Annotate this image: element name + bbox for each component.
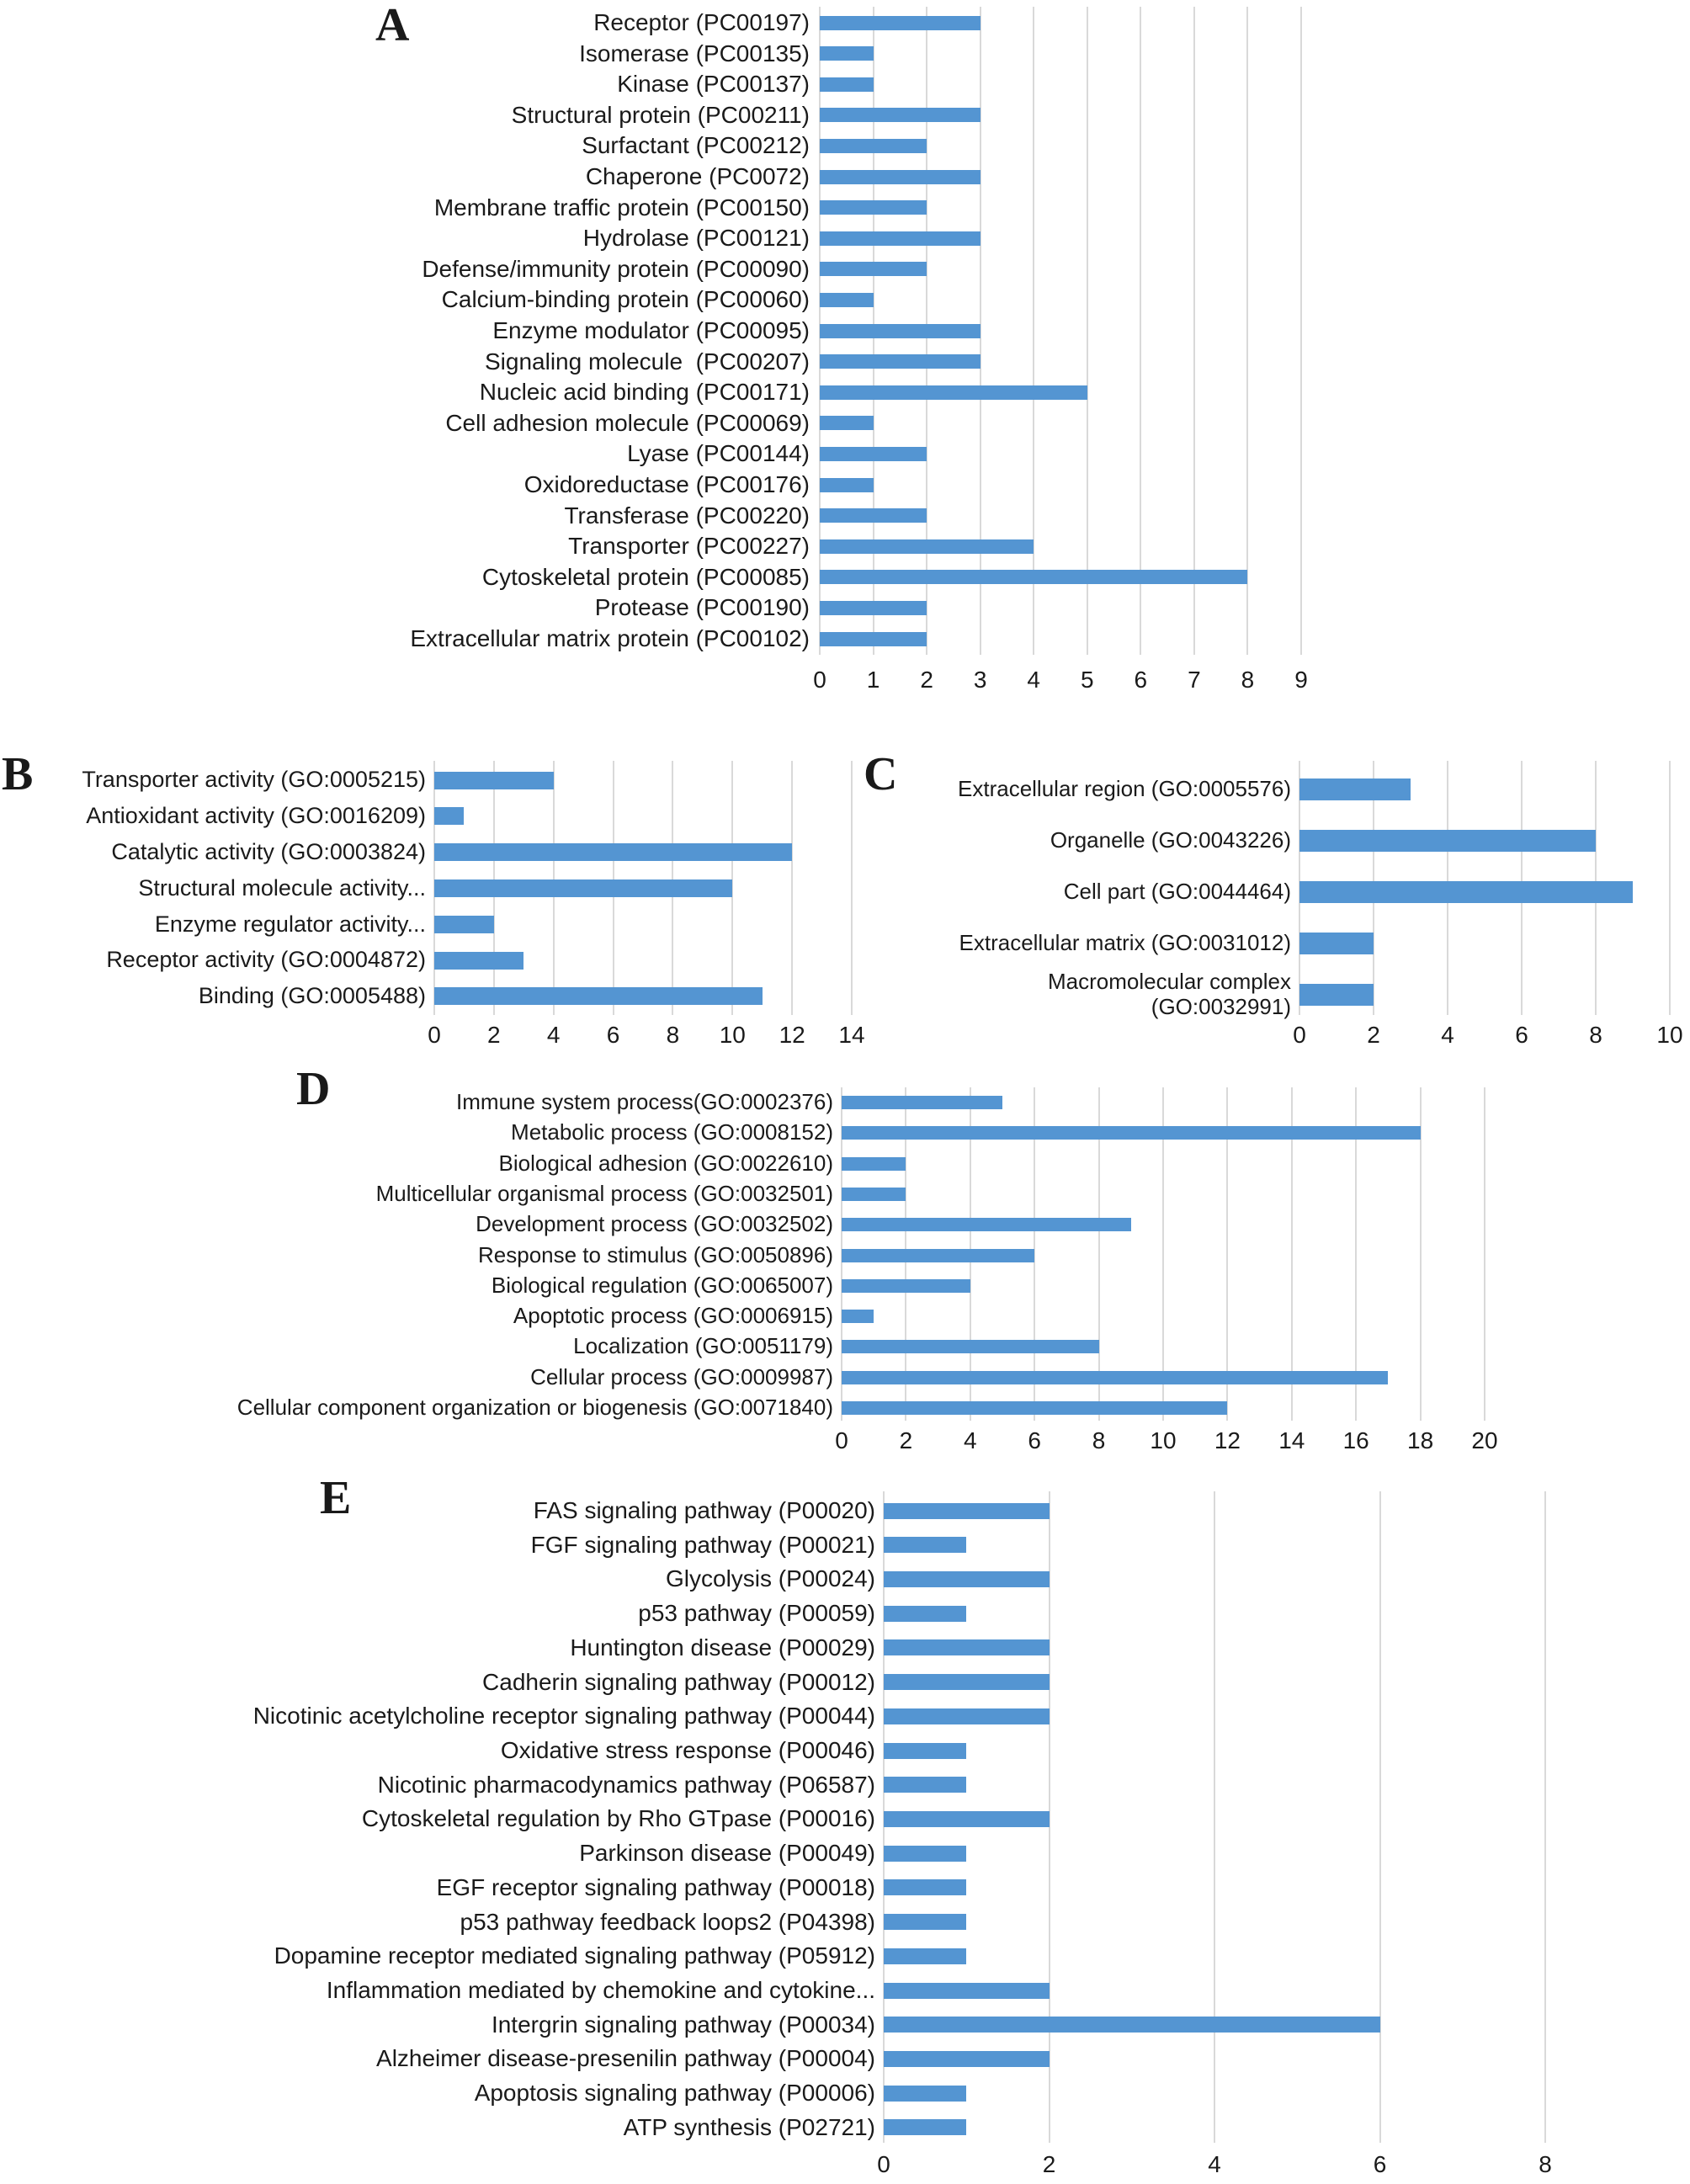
bar — [884, 1743, 966, 1759]
tick-label: 1 — [866, 667, 880, 693]
category-label: Cadherin signaling pathway (P00012) — [482, 1668, 875, 1695]
bar — [884, 1948, 966, 1964]
bar — [842, 1340, 1099, 1353]
category-label: Signaling molecule (PC00207) — [485, 348, 810, 375]
tick-label: 0 — [1293, 1022, 1306, 1048]
tick-label: 8 — [666, 1022, 680, 1048]
bar — [884, 1571, 1050, 1587]
bar — [820, 385, 1087, 400]
tick-label: 6 — [1515, 1022, 1528, 1048]
bar — [842, 1218, 1131, 1231]
category-label: Intergrin signaling pathway (P00034) — [491, 2011, 875, 2038]
gridline — [1300, 7, 1302, 655]
category-label: Transporter (PC00227) — [568, 533, 810, 560]
gridline — [1140, 7, 1141, 655]
bar — [884, 2051, 1050, 2067]
category-label: Glycolysis (P00024) — [666, 1565, 875, 1592]
category-label: Kinase (PC00137) — [617, 71, 810, 98]
category-label: Nucleic acid binding (PC00171) — [479, 379, 810, 406]
category-label: ATP synthesis (P02721) — [623, 2113, 875, 2140]
category-label: Extracellular matrix (GO:0031012) — [959, 930, 1291, 956]
gridline — [1087, 7, 1088, 655]
bar — [820, 170, 981, 184]
category-label: Alzheimer disease-presenilin pathway (P00004) — [376, 2045, 875, 2072]
bar — [842, 1310, 874, 1323]
bar — [434, 843, 792, 861]
category-label: Protease (PC00190) — [594, 594, 810, 621]
bar — [434, 807, 464, 825]
category-label: Apoptosis signaling pathway (P00006) — [474, 2080, 875, 2107]
tick-label: 0 — [835, 1427, 848, 1453]
category-label: Metabolic process (GO:0008152) — [511, 1119, 833, 1145]
bar — [434, 772, 554, 789]
bar — [884, 1811, 1050, 1827]
category-label: Cellular process (GO:0009987) — [530, 1363, 833, 1390]
bar — [434, 879, 732, 897]
category-label: Cellular component organization or biogenesis (GO:0071840) — [236, 1395, 833, 1421]
category-label: FGF signaling pathway (P00021) — [530, 1531, 875, 1558]
bar — [884, 1503, 1050, 1519]
tick-label: 6 — [1373, 2151, 1387, 2177]
category-label: Structural protein (PC00211) — [511, 101, 810, 128]
tick-label: 12 — [1214, 1427, 1241, 1453]
category-label: Calcium-binding protein (PC00060) — [441, 286, 810, 313]
category-label: Cell part (GO:0044464) — [1063, 879, 1291, 905]
bar — [884, 1846, 966, 1862]
bar — [842, 1188, 906, 1201]
category-label: Lyase (PC00144) — [627, 440, 810, 467]
category-label: Defense/immunity protein (PC00090) — [422, 255, 810, 282]
bar — [1299, 984, 1374, 1006]
category-label: Development process (GO:0032502) — [476, 1211, 833, 1237]
category-label: Chaperone (PC0072) — [585, 162, 810, 189]
category-label: Cytoskeletal protein (PC00085) — [481, 563, 810, 590]
bar — [842, 1279, 970, 1293]
bar — [820, 632, 927, 646]
category-label: Antioxidant activity (GO:0016209) — [86, 803, 426, 829]
category-label: Biological regulation (GO:0065007) — [491, 1272, 833, 1298]
category-label: Transporter activity (GO:0005215) — [82, 767, 426, 793]
panel-letter-b: B — [2, 748, 34, 800]
bar — [820, 231, 981, 246]
tick-label: 20 — [1471, 1427, 1498, 1453]
category-label: Isomerase (PC00135) — [579, 40, 810, 66]
bar — [434, 952, 523, 970]
bar — [1299, 881, 1633, 903]
category-label: Cell adhesion molecule (PC00069) — [445, 409, 810, 436]
gridline — [1214, 1491, 1215, 2143]
bar — [820, 570, 1247, 584]
category-label: Receptor activity (GO:0004872) — [106, 947, 426, 973]
gridline — [1484, 1087, 1485, 1421]
bar — [884, 1639, 1050, 1655]
bar — [820, 508, 927, 523]
bar — [820, 139, 927, 153]
category-label: EGF receptor signaling pathway (P00018) — [436, 1873, 875, 1900]
category-label: Nicotinic pharmacodynamics pathway (P06587) — [377, 1771, 875, 1798]
category-label: Receptor (PC00197) — [593, 8, 810, 35]
category-label: Dopamine receptor mediated signaling pathway (P05912) — [274, 1942, 875, 1969]
bar — [820, 324, 981, 338]
tick-label: 18 — [1407, 1427, 1434, 1453]
bar — [1299, 830, 1596, 852]
category-label: Membrane traffic protein (PC00150) — [433, 194, 810, 221]
tick-label: 2 — [899, 1427, 913, 1453]
category-label: Catalytic activity (GO:0003824) — [111, 839, 426, 865]
bar — [842, 1096, 1002, 1109]
bar — [842, 1157, 906, 1171]
bar — [884, 1879, 966, 1895]
bar — [842, 1401, 1227, 1415]
tick-label: 4 — [546, 1022, 561, 1048]
category-label: FAS signaling pathway (P00020) — [533, 1496, 875, 1523]
category-label: Immune system process(GO:0002376) — [456, 1089, 833, 1115]
bar — [884, 1914, 966, 1930]
gridline — [1544, 1491, 1546, 2143]
category-label: Enzyme regulator activity... — [154, 911, 426, 937]
bar — [434, 916, 494, 933]
bar — [1299, 933, 1374, 954]
bar — [820, 293, 874, 307]
category-label: Parkinson disease (P00049) — [579, 1840, 875, 1867]
tick-label: 2 — [487, 1022, 501, 1048]
tick-label: 6 — [1028, 1427, 1041, 1453]
tick-label: 8 — [1092, 1427, 1106, 1453]
tick-label: 2 — [920, 667, 933, 693]
bar — [820, 478, 874, 492]
bar — [434, 987, 763, 1005]
category-label: Structural molecule activity... — [138, 874, 426, 901]
category-label: Transferase (PC00220) — [564, 502, 810, 529]
tick-label: 0 — [877, 2151, 890, 2177]
category-label: Biological adhesion (GO:0022610) — [498, 1150, 833, 1176]
bar — [842, 1126, 1421, 1140]
tick-label: 0 — [428, 1022, 441, 1048]
bar — [820, 108, 981, 122]
tick-label: 4 — [1208, 2151, 1221, 2177]
category-label: Multicellular organismal process (GO:0032501) — [375, 1180, 833, 1206]
tick-label: 8 — [1241, 667, 1255, 693]
gridline — [1033, 7, 1034, 655]
bar — [884, 1708, 1050, 1724]
category-label: Oxidoreductase (PC00176) — [523, 470, 810, 497]
tick-label: 10 — [1656, 1022, 1683, 1048]
tick-label: 7 — [1188, 667, 1201, 693]
tick-label: 3 — [973, 667, 987, 693]
category-label: Binding (GO:0005488) — [198, 983, 426, 1009]
bar — [884, 2017, 1380, 2033]
bar — [820, 416, 874, 430]
category-label: Extracellular region (GO:0005576) — [958, 776, 1291, 802]
category-label: Hydrolase (PC00121) — [582, 225, 810, 252]
bar — [820, 262, 927, 276]
bar — [884, 1606, 966, 1622]
bar — [820, 601, 927, 615]
bar — [820, 200, 927, 215]
tick-label: 4 — [1027, 667, 1040, 693]
bar — [884, 1777, 966, 1793]
gridline — [1246, 7, 1248, 655]
tick-label: 14 — [838, 1022, 865, 1048]
tick-label: 4 — [964, 1427, 977, 1453]
category-label: Huntington disease (P00029) — [570, 1634, 875, 1661]
tick-label: 6 — [1134, 667, 1148, 693]
tick-label: 2 — [1367, 1022, 1380, 1048]
tick-label: 2 — [1042, 2151, 1056, 2177]
tick-label: 9 — [1294, 667, 1308, 693]
category-label: Oxidative stress response (P00046) — [500, 1736, 875, 1763]
bar — [820, 46, 874, 61]
bar — [842, 1249, 1034, 1262]
tick-label: 6 — [606, 1022, 620, 1048]
category-label: Surfactant (PC00212) — [582, 132, 810, 159]
tick-label: 8 — [1589, 1022, 1602, 1048]
category-label: Macromolecular complex (GO:0032991) — [1048, 969, 1291, 1019]
panel-letter-d: D — [296, 1063, 331, 1115]
panel-letter-c: C — [864, 748, 898, 800]
bar — [820, 447, 927, 461]
tick-label: 14 — [1278, 1427, 1305, 1453]
bar — [884, 2086, 966, 2102]
bar — [820, 354, 981, 369]
bar — [884, 1537, 966, 1553]
bar — [820, 539, 1034, 554]
tick-label: 0 — [813, 667, 826, 693]
category-label: Enzyme modulator (PC00095) — [492, 316, 810, 343]
gridline — [791, 761, 793, 1015]
bar — [842, 1371, 1388, 1384]
bar — [1299, 778, 1411, 800]
tick-label: 4 — [1441, 1022, 1454, 1048]
category-label: Cytoskeletal regulation by Rho GTpase (P00016) — [361, 1805, 875, 1832]
bar — [884, 2119, 966, 2135]
panel-letter-a: A — [375, 0, 410, 51]
gridline — [1379, 1491, 1381, 2143]
category-label: p53 pathway feedback loops2 (P04398) — [460, 1908, 875, 1935]
category-label: Extracellular matrix protein (PC00102) — [410, 624, 810, 651]
category-label: Inflammation mediated by chemokine and cytokine... — [326, 1976, 875, 2003]
category-label: Nicotinic acetylcholine receptor signaling pathway (P00044) — [252, 1703, 875, 1730]
bar — [820, 77, 874, 92]
category-label: Apoptotic process (GO:0006915) — [513, 1303, 833, 1329]
gridline — [1193, 7, 1195, 655]
gridline — [851, 761, 853, 1015]
bar — [820, 16, 981, 30]
bar — [884, 1674, 1050, 1690]
tick-label: 8 — [1539, 2151, 1552, 2177]
category-label: Organelle (GO:0043226) — [1050, 827, 1291, 853]
panel-letter-e: E — [320, 1472, 352, 1524]
bar — [884, 1983, 1050, 1999]
tick-label: 5 — [1080, 667, 1094, 693]
gridline — [1669, 761, 1671, 1015]
tick-label: 12 — [779, 1022, 805, 1048]
category-label: p53 pathway (P00059) — [638, 1600, 875, 1627]
tick-label: 10 — [1150, 1427, 1177, 1453]
category-label: Localization (GO:0051179) — [573, 1333, 833, 1359]
tick-label: 16 — [1342, 1427, 1369, 1453]
category-label: Response to stimulus (GO:0050896) — [478, 1241, 833, 1267]
tick-label: 10 — [719, 1022, 746, 1048]
